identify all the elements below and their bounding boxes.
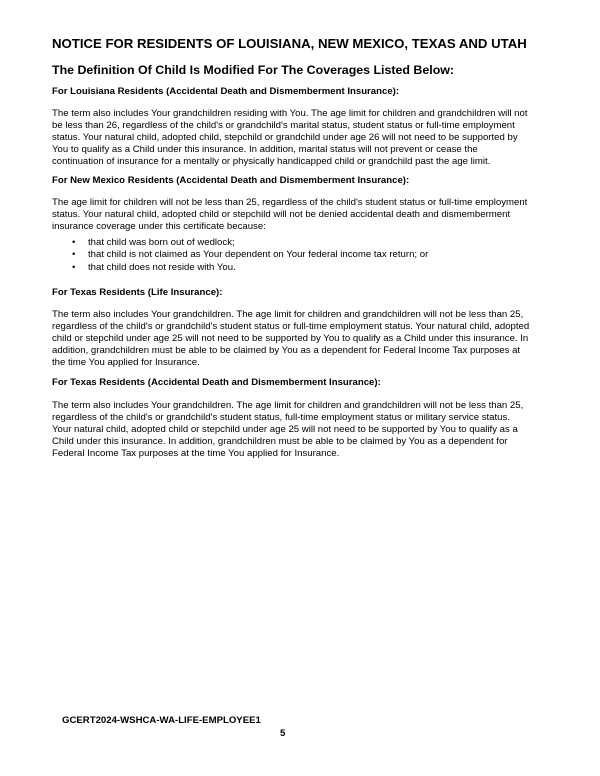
text-line: the time You applied for Insurance. bbox=[52, 357, 200, 368]
page-title: NOTICE FOR RESIDENTS OF LOUISIANA, NEW MEXICO, TEXAS AND UTAH bbox=[52, 36, 527, 51]
section-body-texas-life bbox=[52, 309, 529, 369]
list-item bbox=[72, 262, 428, 274]
page-subtitle: The Definition Of Child Is Modified For The Coverages Listed Below: bbox=[52, 63, 455, 77]
form-id: GCERT2024-WSHCA-WA-LIFE-EMPLOYEE1 bbox=[62, 715, 261, 726]
text-line: Your natural child, adopted child or stepchild under age 25 will not need to be supported by You to qualify as a bbox=[52, 424, 518, 435]
bullet-icon: • bbox=[72, 249, 76, 261]
section-body-louisiana bbox=[52, 108, 528, 168]
text-line: You to qualify as a Child under this insurance. In addition, marital status will not prevent or cease the bbox=[52, 144, 478, 155]
section-heading-new-mexico: For New Mexico Residents (Accidental Death and Dismemberment Insurance): bbox=[52, 175, 410, 186]
text-line: Federal Income Tax purposes at the time You applied for Insurance. bbox=[52, 448, 340, 459]
text-line: insurance coverage under this certificate because: bbox=[52, 221, 266, 232]
text-line: regardless of the child's or grandchild's student status, full-time employment status or military service status. bbox=[52, 412, 510, 423]
list-item-text: that child was born out of wedlock; bbox=[88, 237, 235, 248]
text-line: The term also includes Your grandchildren. The age limit for children and grandchildren will not be less than 25, bbox=[52, 400, 524, 411]
list-item bbox=[72, 237, 428, 249]
section-body-new-mexico bbox=[52, 197, 527, 233]
bullet-icon: • bbox=[72, 261, 76, 273]
text-line: The term also includes Your grandchildren. The age limit for children and grandchildren will not be less than 25, bbox=[52, 309, 524, 320]
text-line: child or stepchild under age 25 will not need to be supported by You to qualify as a Child under this insurance. In bbox=[52, 333, 529, 344]
text-line: regardless of the child's or grandchild's student status or full-time employment status. Your natural child, adopted bbox=[52, 321, 530, 332]
text-line: The term also includes Your grandchildren residing with You. The age limit for children and grandchildren will not bbox=[52, 108, 528, 119]
section-heading-texas-life: For Texas Residents (Life Insurance): bbox=[52, 287, 223, 298]
text-line: The age limit for children will not be less than 25, regardless of the child's student status or full-time employment bbox=[52, 197, 528, 208]
list-item bbox=[72, 249, 428, 261]
list-item-text: that child is not claimed as Your dependent on Your federal income tax return; or bbox=[88, 249, 429, 261]
bullet-list bbox=[72, 237, 428, 274]
text-line: addition, grandchildren must be able to be claimed by You as a dependent for Federal Income Tax purposes at bbox=[52, 345, 521, 356]
text-line: be less than 26, regardless of the child's or grandchild's marital status, student status or full-time employment bbox=[52, 120, 515, 131]
section-heading-louisiana: For Louisiana Residents (Accidental Death and Dismemberment Insurance): bbox=[52, 86, 400, 97]
page-number: 5 bbox=[280, 728, 286, 739]
text-line: status. Your natural child, adopted child or stepchild will not be denied accidental death and dismemberment bbox=[52, 209, 511, 220]
bullet-icon: • bbox=[72, 237, 76, 248]
text-line: continuation of insurance for a mentally or physically handicapped child or grandchild past the age limit. bbox=[52, 156, 491, 167]
list-item-text: that child does not reside with You. bbox=[88, 261, 236, 273]
text-line: status. Your natural child, adopted child, stepchild or grandchild under age 26 will not need to be supported by bbox=[52, 132, 518, 143]
section-body-texas-add bbox=[52, 400, 523, 460]
section-heading-texas-add: For Texas Residents (Accidental Death and Dismemberment Insurance): bbox=[52, 377, 381, 388]
text-line: Child under this insurance. In addition, grandchildren must be able to be claimed by You as a dependent for bbox=[52, 436, 508, 447]
